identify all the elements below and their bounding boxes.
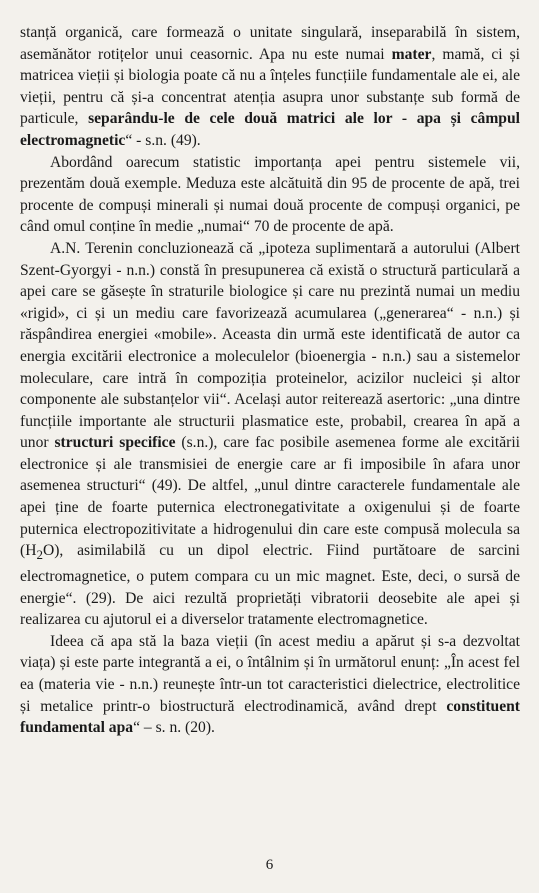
text-run: “ – s. n. (20). [133, 719, 215, 737]
paragraph [20, 152, 520, 238]
page-text [20, 22, 520, 739]
page-number: 6 [265, 857, 274, 873]
paragraph [20, 631, 520, 739]
paragraph [20, 238, 520, 631]
text-run: O), asimilabilă cu un dipol electric. Fiind purtătoare de sarcini electromagnetice, o putem compara cu un mic magnet. Este, deci, o sursă de energie“. (29). De aici rezultă proprietăți vibratorii deosebite ale apei și realizarea cu ajutorul ei a diverselor tratamente electromagnetice. [20, 542, 520, 629]
text-run: A.N. Terenin concluzionează că „ipoteza suplimentară a autorului (Albert Szent-Gyorgyi - n.n.) constă în presupunerea că există o structură particulară a apei care se găsește în straturile biologice și care nu prezintă numai un mediu «rigid», ci și un mediu care favorizează acumularea („generarea“ - n.n.) și răspândirea energiei «mobile». Aceasta din urmă este identificată de autor ca energia excitării electronice a moleculelor (bioenergia - n.n.) sau a sistemelor moleculare, care intră în compoziția proteinelor, acizilor nucleici și altor componente ale substanțelor vii“. Același autor reiterează asertoric: „una dintre funcțiile importante ale structurii plasmatice este, probabil, crearea în apă a unor [20, 239, 520, 452]
subscript-text: 2 [36, 547, 43, 563]
bold-text: separându-le de cele două matrici ale lor - apa și câmpul electromagnetic [20, 110, 520, 149]
text-run: Abordând oarecum statistic importanța apei pentru sistemele vii, prezentăm două exemple. Meduza este alcătuită din 95 de procente de apă, trei procente de compuși minerali și numai două procente de compuși organici, pe când omul conține în medie „numai“ 70 de procente de apă. [20, 153, 520, 236]
text-run: , mamă, ci și matricea vieții și biologia poate că nu a înțeles funcțiile fundamentale ale ei, ale vieții, pentru că și-a concentrat atenția asupra unor substanțe sub formă de particule, [20, 45, 520, 128]
bold-text: mater [391, 45, 432, 63]
paragraph [20, 22, 520, 152]
bold-text: structuri specifice [54, 434, 176, 452]
text-run: Ideea că apa stă la baza vieții (în acest mediu a apărut și s-a dezvoltat viața) și este parte integrantă a ei, o întâlnim și în următorul enunț: „În acest fel ea (materia vie - n.n.) reunește într-un tot caracteristici dielectrice, electrolitice și metalice printr-o biostructură electrodinamică, având drept [20, 632, 520, 715]
text-run: “ - s.n. (49). [125, 131, 201, 149]
bold-text: constituent fundamental apa [20, 697, 520, 737]
text-run: (s.n.), care fac posibile asemenea forme ale excitării electronice și ale transmisiei de energie care ar fi imposibile în afara unor asemenea structuri“ (49). De altfel, „unul dintre caracterele fundamentale ale apei ține de foarte puternica electronegativitate a oxigenului și de foarte puternica electropozitivitate a hidrogenului din care este compusă molecula sa (H [20, 434, 520, 560]
text-run: stanță organică, care formează o unitate singulară, inseparabilă în sistem, asemănător rotițelor unui ceasornic. Apa nu este numai [20, 24, 520, 63]
